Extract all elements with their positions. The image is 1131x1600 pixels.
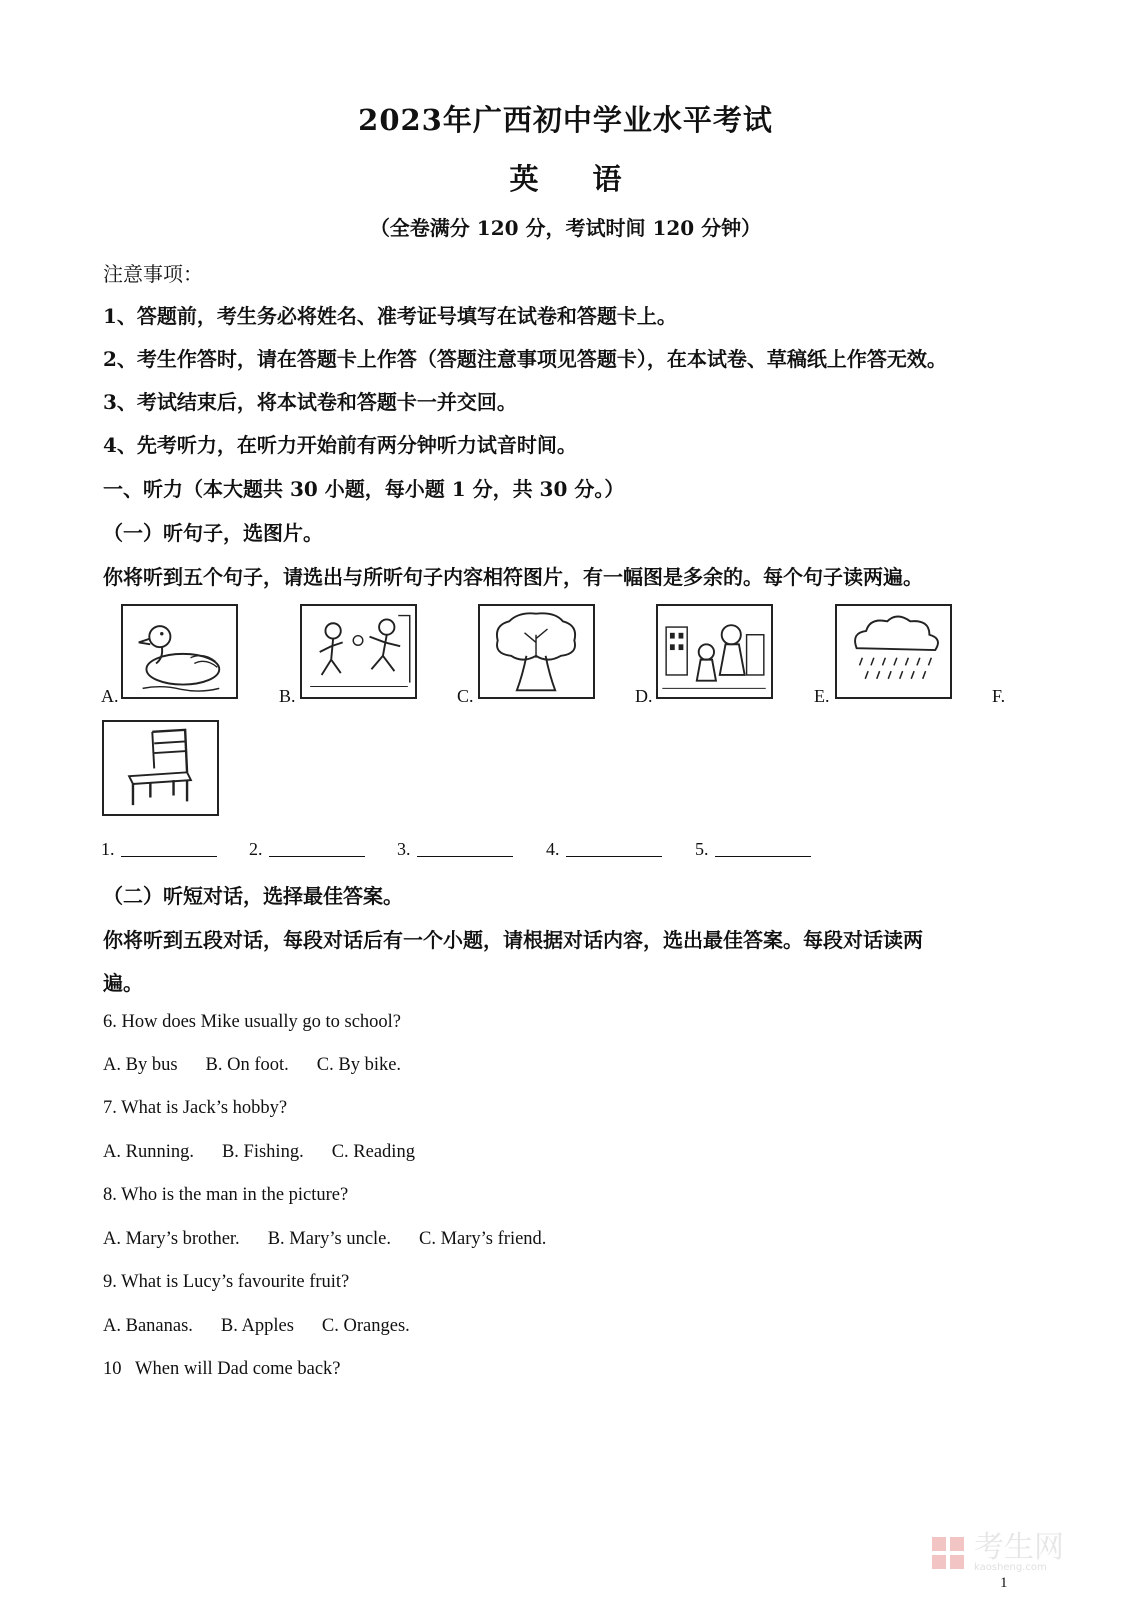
section1-heading: 一、听力（本大题共 30 小题，每小题 1 分，共 30 分。） (103, 477, 625, 501)
picture-c (478, 604, 595, 699)
option: B. Apples (220, 1316, 294, 1336)
part2-instruction-line1: 你将听到五段对话，每段对话后有一个小题，请根据对话内容，选出最佳答案。每段对话读两 (103, 928, 923, 952)
picture-d (656, 604, 773, 699)
part1-instruction: 你将听到五个句子，请选出与所听句子内容相符图片，有一幅图是多余的。每个句子读两遍。 (103, 565, 923, 589)
duck-icon (123, 606, 236, 697)
answer-blank-4[interactable]: 4. (546, 838, 662, 860)
score-info: （全卷满分 120 分，考试时间 120 分钟） (369, 216, 762, 240)
part1-heading: （一）听句子，选图片。 (103, 521, 323, 545)
exam-title: 2023年广西初中学业水平考试 (358, 103, 773, 137)
question-9-options (103, 1316, 438, 1337)
option: A. By bus (103, 1055, 178, 1075)
page-number: 1 (1000, 1575, 1008, 1591)
question-9: 9. What is Lucy’s favourite fruit? (103, 1272, 350, 1292)
question-6-options (103, 1055, 429, 1076)
subject-title: 英 语 (509, 162, 644, 196)
option: C. Mary’s friend. (419, 1229, 547, 1249)
notice-item-2: 2、考生作答时，请在答题卡上作答（答题注意事项见答题卡），在本试卷、草稿纸上作答无效。 (103, 347, 947, 371)
option: B. Mary’s uncle. (267, 1229, 391, 1249)
watermark-text: 考生网 (974, 1530, 1064, 1565)
mother-and-child-icon (658, 606, 771, 697)
option: A. Bananas. (103, 1316, 193, 1336)
question-6: 6. How does Mike usually go to school? (103, 1012, 402, 1032)
picture-b (300, 604, 417, 699)
option: C. Oranges. (321, 1316, 410, 1336)
notice-item-1: 1、答题前，考生务必将姓名、准考证号填写在试卷和答题卡上。 (103, 304, 677, 328)
question-7: 7. What is Jack’s hobby? (103, 1098, 288, 1118)
question-8: 8. Who is the man in the picture? (103, 1185, 349, 1205)
option: B. Fishing. (221, 1142, 304, 1162)
option: A. Running. (103, 1142, 194, 1162)
part2-heading: （二）听短对话，选择最佳答案。 (103, 884, 403, 908)
picture-a (121, 604, 238, 699)
watermark-subtext: kaosheng.com (974, 1562, 1047, 1573)
part2-instruction-line2: 遍。 (103, 971, 143, 995)
question-7-options (103, 1142, 443, 1163)
picture-f (102, 720, 219, 816)
answer-blank-3[interactable]: 3. (397, 838, 513, 860)
option: B. On foot. (205, 1055, 289, 1075)
notice-item-4: 4、先考听力，在听力开始前有两分钟听力试音时间。 (103, 433, 577, 457)
answer-blank-1[interactable]: 1. (101, 838, 217, 860)
picture-label-a: A. (101, 686, 119, 706)
picture-e (835, 604, 952, 699)
option: A. Mary’s brother. (103, 1229, 240, 1249)
answer-blank-2[interactable]: 2. (249, 838, 365, 860)
option: C. Reading (331, 1142, 415, 1162)
notice-item-3: 3、考试结束后，将本试卷和答题卡一并交回。 (103, 390, 517, 414)
question-8-options (103, 1229, 574, 1250)
picture-label-f: F. (992, 686, 1006, 706)
notice-heading: 注意事项： (103, 262, 203, 286)
option: C. By bike. (316, 1055, 402, 1075)
picture-label-b: B. (279, 686, 296, 706)
chair-icon (104, 722, 217, 814)
watermark-logo-icon (928, 1533, 968, 1573)
question-10: 10 When will Dad come back? (103, 1359, 341, 1379)
picture-label-c: C. (457, 686, 474, 706)
kids-playing-football-icon (302, 606, 415, 697)
picture-label-e: E. (814, 686, 830, 706)
rain-cloud-icon (837, 606, 950, 697)
answer-blank-5[interactable]: 5. (695, 838, 811, 860)
picture-label-d: D. (635, 686, 653, 706)
tree-icon (480, 606, 593, 697)
watermark (928, 1530, 1088, 1576)
